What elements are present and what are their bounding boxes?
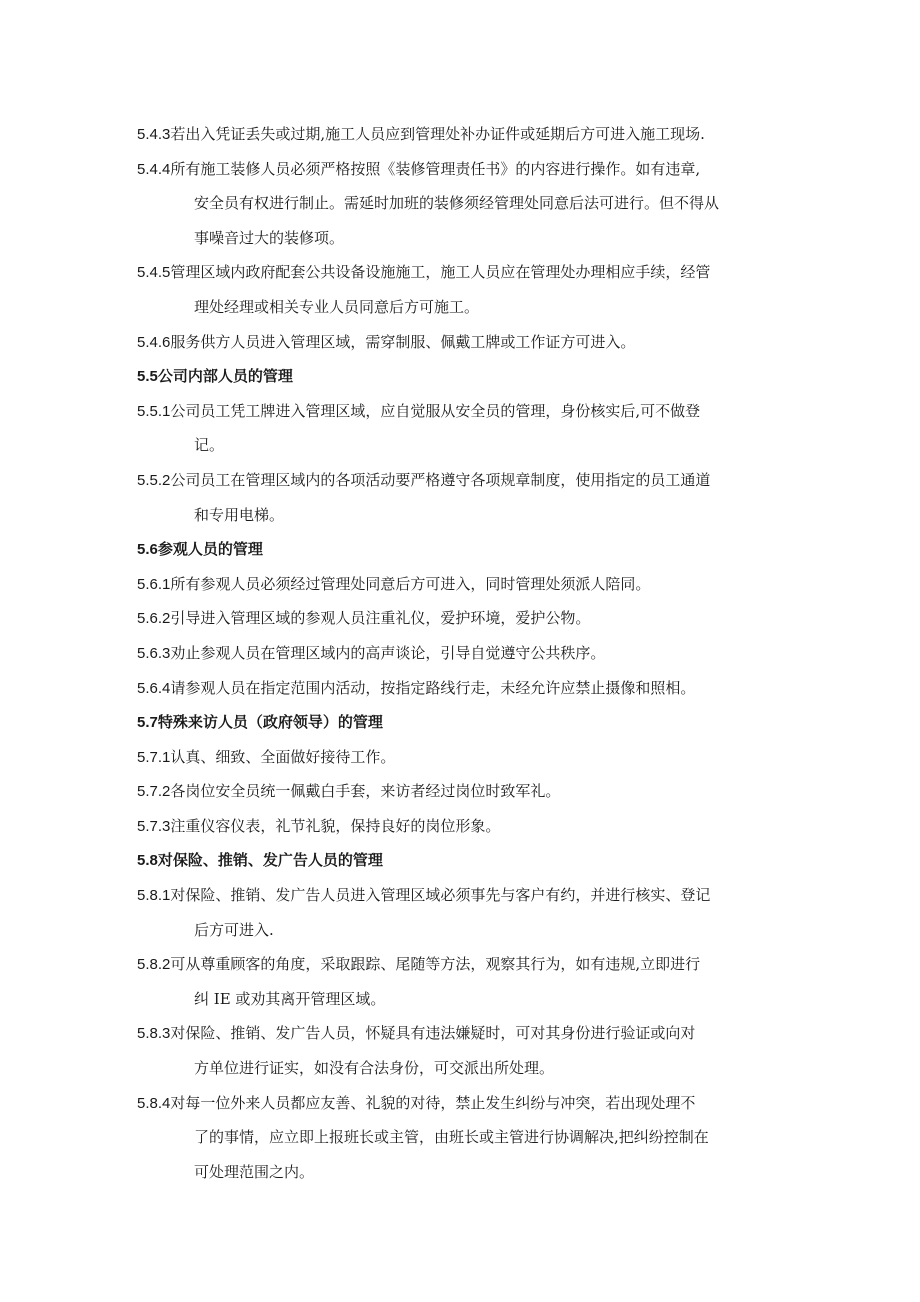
clause-line <box>137 325 787 360</box>
clause-text: 方单位进行证实，如没有合法身份，可交派出所处理。 <box>194 1059 555 1078</box>
section-number: 5.7 <box>137 714 158 732</box>
clause-text: 若出入凭证丢失或过期,施工人员应到管理处补办证件或延期后方可进入施工现场. <box>170 125 705 143</box>
clause-text: 所有施工装修人员必须严格按照《装修管理责任书》的内容进行操作。如有违章, <box>170 159 701 178</box>
clause-continuation-line <box>137 221 787 256</box>
clause-continuation-line <box>137 428 787 463</box>
clause-text: 了的事情，应立即上报班长或主管，由班长或主管进行协调解决,把纠纷控制在 <box>194 1128 709 1147</box>
clause-text: 认真、细致、全面做好接待工作。 <box>170 747 396 766</box>
clause-text: 理处经理或相关专业人员同意后方可施工。 <box>194 297 480 316</box>
document-body <box>137 117 787 1189</box>
section-heading-text: 参观人员的管理 <box>157 540 263 559</box>
section-heading-text: 公司内部人员的管理 <box>157 367 293 386</box>
clause-line <box>137 394 787 429</box>
clause-line <box>137 152 787 187</box>
clause-line <box>137 463 787 498</box>
clause-line <box>137 636 787 671</box>
clause-continuation-line <box>137 982 787 1017</box>
clause-number: 5.7.2 <box>137 783 171 801</box>
clause-continuation-line <box>137 1120 787 1155</box>
clause-line <box>137 601 787 636</box>
clause-number: 5.6.3 <box>137 644 171 662</box>
clause-number: 5.7.3 <box>137 817 171 835</box>
section-heading <box>137 843 787 878</box>
clause-text: 对保险、推销、发广告人员，怀疑具有违法嫌疑时，可对其身份进行验证或向对 <box>170 1024 696 1043</box>
clause-number: 5.8.1 <box>137 887 171 905</box>
clause-number: 5.8.3 <box>137 1025 171 1043</box>
clause-number: 5.4.5 <box>137 264 171 282</box>
clause-line <box>137 740 787 775</box>
clause-number: 5.8.2 <box>137 956 171 974</box>
clause-line <box>137 809 787 844</box>
section-heading <box>137 705 787 740</box>
clause-number: 5.4.6 <box>137 333 171 351</box>
clause-continuation-line <box>137 913 787 948</box>
clause-text: 引导进入管理区域的参观人员注重礼仪，爱护环境，爱护公物。 <box>170 609 591 628</box>
clause-text: 各岗位安全员统一佩戴白手套，来访者经过岗位时致军礼。 <box>170 782 561 801</box>
clause-number: 5.5.2 <box>137 471 171 489</box>
clause-text: 后方可进入. <box>194 920 274 939</box>
clause-line <box>137 878 787 913</box>
clause-text: 劝止参观人员在管理区域内的高声谈论，引导自觉遵守公共秩序。 <box>170 643 606 662</box>
clause-line <box>137 117 787 152</box>
clause-number: 5.7.1 <box>137 748 171 766</box>
clause-continuation-line <box>137 1155 787 1190</box>
clause-text: 事噪音过大的装修项。 <box>194 228 345 247</box>
section-heading-text: 特殊来访人员（政府领导）的管理 <box>157 713 383 732</box>
clause-number: 5.6.2 <box>137 610 171 628</box>
section-heading <box>137 532 787 567</box>
clause-text: 公司员工凭工牌进入管理区域，应自觉服从安全员的管理，身份核实后,可不做登 <box>170 401 701 420</box>
section-heading <box>137 359 787 394</box>
clause-number: 5.4.3 <box>137 126 171 143</box>
clause-continuation-line <box>137 1051 787 1086</box>
clause-number: 5.5.1 <box>137 402 171 420</box>
clause-text: 安全员有权进行制止。需延时加班的装修须经管理处同意后法可进行。但不得从 <box>194 194 720 213</box>
clause-number: 5.4.4 <box>137 160 171 178</box>
clause-number: 5.6.4 <box>137 679 171 697</box>
clause-text: 所有参观人员必须经过管理处同意后方可进入，同时管理处须派人陪同。 <box>170 574 651 593</box>
clause-number: 5.8.4 <box>137 1094 171 1112</box>
clause-line <box>137 567 787 602</box>
clause-line <box>137 255 787 290</box>
section-number: 5.5 <box>137 368 158 386</box>
clause-line <box>137 1016 787 1051</box>
clause-text: 和专用电梯。 <box>194 505 285 524</box>
clause-text: 可处理范围之内。 <box>194 1162 315 1181</box>
clause-line <box>137 1086 787 1121</box>
clause-line <box>137 774 787 809</box>
clause-text: 管理区域内政府配套公共设备设施施工，施工人员应在管理处办理相应手续，经管 <box>170 263 711 282</box>
clause-text: 服务供方人员进入管理区域，需穿制服、佩戴工牌或工作证方可进入。 <box>170 332 636 351</box>
clause-text: 对每一位外来人员都应友善、礼貌的对待，禁止发生纠纷与冲突，若出现处理不 <box>170 1093 696 1112</box>
clause-text: 纠 IE 或劝其离开管理区域。 <box>194 989 386 1008</box>
clause-number: 5.6.1 <box>137 575 171 593</box>
clause-text: 对保险、推销、发广告人员进入管理区域必须事先与客户有约，并进行核实、登记 <box>170 886 711 905</box>
clause-continuation-line <box>137 290 787 325</box>
clause-text: 注重仪容仪表，礼节礼貌，保持良好的岗位形象。 <box>170 816 501 835</box>
clause-continuation-line <box>137 186 787 221</box>
clause-text: 请参观人员在指定范围内活动，按指定路线行走，未经允许应禁止摄像和照相。 <box>170 678 696 697</box>
clause-continuation-line <box>137 498 787 533</box>
section-number: 5.8 <box>137 852 158 870</box>
clause-text: 记。 <box>194 436 225 455</box>
section-number: 5.6 <box>137 541 158 559</box>
section-heading-text: 对保险、推销、发广告人员的管理 <box>157 851 383 870</box>
clause-line <box>137 671 787 706</box>
clause-text: 可从尊重顾客的角度，采取跟踪、尾随等方法，观察其行为，如有违规,立即进行 <box>170 955 701 974</box>
clause-text: 公司员工在管理区域内的各项活动要严格遵守各项规章制度，使用指定的员工通道 <box>170 470 711 489</box>
clause-line <box>137 947 787 982</box>
